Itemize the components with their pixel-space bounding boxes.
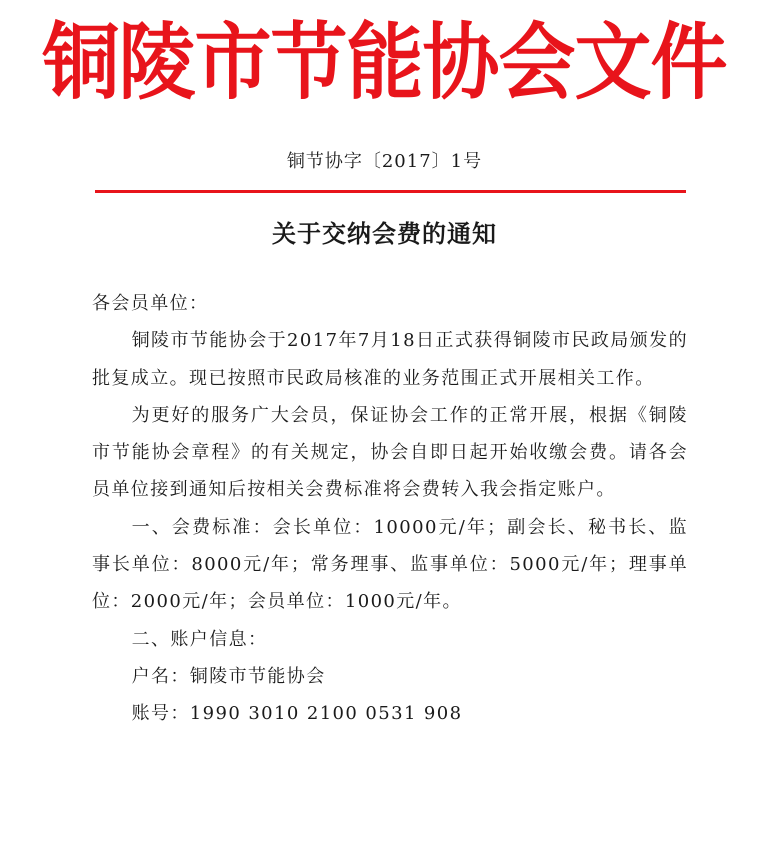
- organization-header-title: 铜陵市节能协会文件: [42, 15, 727, 112]
- notice-title: 关于交纳会费的通知: [272, 220, 497, 248]
- document-number: 铜节协字〔2017〕1号: [286, 151, 483, 172]
- account-info-heading: 二、账户信息：: [131, 628, 268, 650]
- salutation: 各会员单位：: [92, 293, 209, 314]
- notice-body: [92, 285, 688, 733]
- paragraph-fee-standard: 一、会费标准：会长单位：10000元/年；副会长、秘书长、监事长单位：8000元/年；常务理事、监事单位：5000元/年；理事单位：2000元/年；会员单位：1000元/年。: [92, 516, 688, 613]
- paragraph-establishment: 铜陵市节能协会于2017年7月18日正式获得铜陵市民政局颁发的批复成立。现已按照市民政局核准的业务范围正式开展相关工作。: [92, 330, 688, 389]
- account-name: 户名：铜陵市节能协会: [131, 665, 326, 687]
- account-number: 账号：1990 3010 2100 0531 908: [131, 703, 463, 725]
- red-separator-line: [95, 190, 686, 193]
- paragraph-fee-collection: 为更好的服务广大会员，保证协会工作的正常开展，根据《铜陵市节能协会章程》的有关规定，协会自即日起开始收缴会费。请各会员单位接到通知后按相关会费标准将会费转入我会指定账户。: [92, 404, 688, 501]
